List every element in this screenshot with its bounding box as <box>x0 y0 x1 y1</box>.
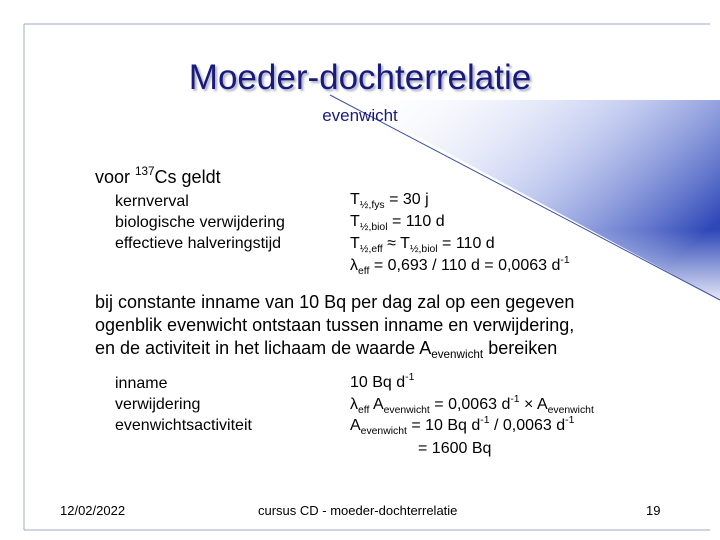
formula-biol: $T_{\frac{1}{2},biol} = 110$ d <box>350 213 445 233</box>
result-value: = 1600 Bq <box>418 440 492 457</box>
formula-fys: $T_{\frac{1}{2},fys} = 30$ j <box>350 191 429 211</box>
footer-course: cursus CD - moeder-dochterrelatie <box>258 503 458 518</box>
slide-subtitle: evenwicht <box>322 106 398 125</box>
footer-date: 12/02/2022 <box>60 503 126 518</box>
slide-title: Moeder-dochterrelatie <box>188 58 532 97</box>
footer-page-number: 19 <box>646 503 661 518</box>
result-verwijdering: $\lambda_{eff}$ $A_{evenwicht} = 0,0063$ $d^{-1} \times A_{evenwicht}$ <box>350 394 594 416</box>
formula-eff: $T_{\frac{1}{2},eff} \approx T_{\frac{1}{2},biol} = 110$ d <box>350 235 495 255</box>
intro-line: voor $^{137}$Cs geldt <box>95 165 221 187</box>
formula-lambda: $\lambda_{eff} = 0,693 / 110$ d = 0,0063 $d^{-1}$ <box>350 255 570 277</box>
bottom-left-item: evenwichtsactiviteit <box>115 417 252 434</box>
bottom-left-item: inname <box>115 375 168 392</box>
bottom-left-item: verwijdering <box>115 396 201 413</box>
explanation-paragraph: bij constante inname van 10 Bq per dag zal op een gegeven ogenblik evenwicht ontstaan tussen inname en verwijdering, en de activiteit in het lichaam de waarde $A_{evenwicht}$ bereiken <box>95 292 575 361</box>
result-inname: 10 Bq $d^{-1}$ <box>350 372 415 391</box>
result-activiteit: $A_{evenwicht} = 10$ Bq $d^{-1} / 0,0063$ $d^{-1}$ <box>350 415 575 437</box>
left-list-item: kernverval <box>115 193 189 210</box>
left-list-item: biologische verwijdering <box>115 214 285 231</box>
left-list-item: effectieve halveringstijd <box>115 235 282 252</box>
